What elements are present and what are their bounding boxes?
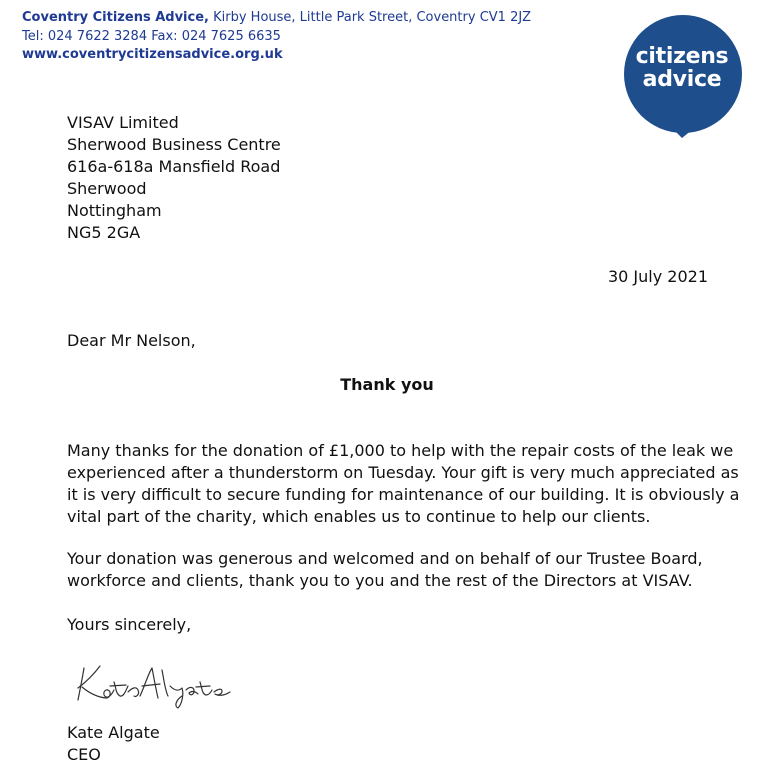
paragraph-line: vital part of the charity, which enables us to continue to help our clients. xyxy=(67,507,651,526)
letterhead-address-line xyxy=(22,9,531,28)
paragraph-line: experienced after a thunderstorm on Tuesday. Your gift is very much appreciated as xyxy=(67,463,739,482)
address-line: Nottingham xyxy=(67,201,162,220)
address-line: 616a-618a Mansfield Road xyxy=(67,157,281,176)
signer-block xyxy=(67,722,160,766)
logo-text xyxy=(624,45,740,91)
address-line: Sherwood xyxy=(67,179,147,198)
letterhead xyxy=(22,9,531,65)
signature-scribble-icon xyxy=(74,660,249,710)
org-contact: Tel: 024 7622 3284 Fax: 024 7625 6635 xyxy=(22,28,281,44)
logo-line-1: citizens xyxy=(635,44,729,69)
org-website: www.coventrycitizensadvice.org.uk xyxy=(22,47,283,62)
org-name: Coventry Citizens Advice, xyxy=(22,10,209,25)
body-paragraph-2 xyxy=(67,548,717,592)
paragraph-line: Many thanks for the donation of £1,000 to help with the repair costs of the leak we xyxy=(67,441,734,460)
address-line: VISAV Limited xyxy=(67,113,179,132)
address-line: NG5 2GA xyxy=(67,223,141,242)
closing: Yours sincerely, xyxy=(67,615,192,634)
letter-date: 30 July 2021 xyxy=(607,267,708,286)
body-paragraph-1 xyxy=(67,440,740,528)
letter-subject: Thank you xyxy=(340,375,434,394)
handwritten-signature xyxy=(74,660,249,710)
address-line: Sherwood Business Centre xyxy=(67,135,281,154)
paragraph-line: it is very difficult to secure funding for maintenance of our building. It is obviously a xyxy=(67,485,740,504)
recipient-address xyxy=(67,112,281,244)
paragraph-line: workforce and clients, thank you to you and the rest of the Directors at VISAV. xyxy=(67,571,693,590)
signer-title: CEO xyxy=(67,745,101,764)
signer-name: Kate Algate xyxy=(67,723,160,742)
org-address: Kirby House, Little Park Street, Coventry CV1 2JZ xyxy=(208,10,532,25)
paragraph-line: Your donation was generous and welcomed and on behalf of our Trustee Board, xyxy=(67,549,703,568)
logo-line-2: advice xyxy=(642,67,722,92)
citizens-advice-logo xyxy=(624,12,744,138)
salutation: Dear Mr Nelson, xyxy=(67,331,196,350)
